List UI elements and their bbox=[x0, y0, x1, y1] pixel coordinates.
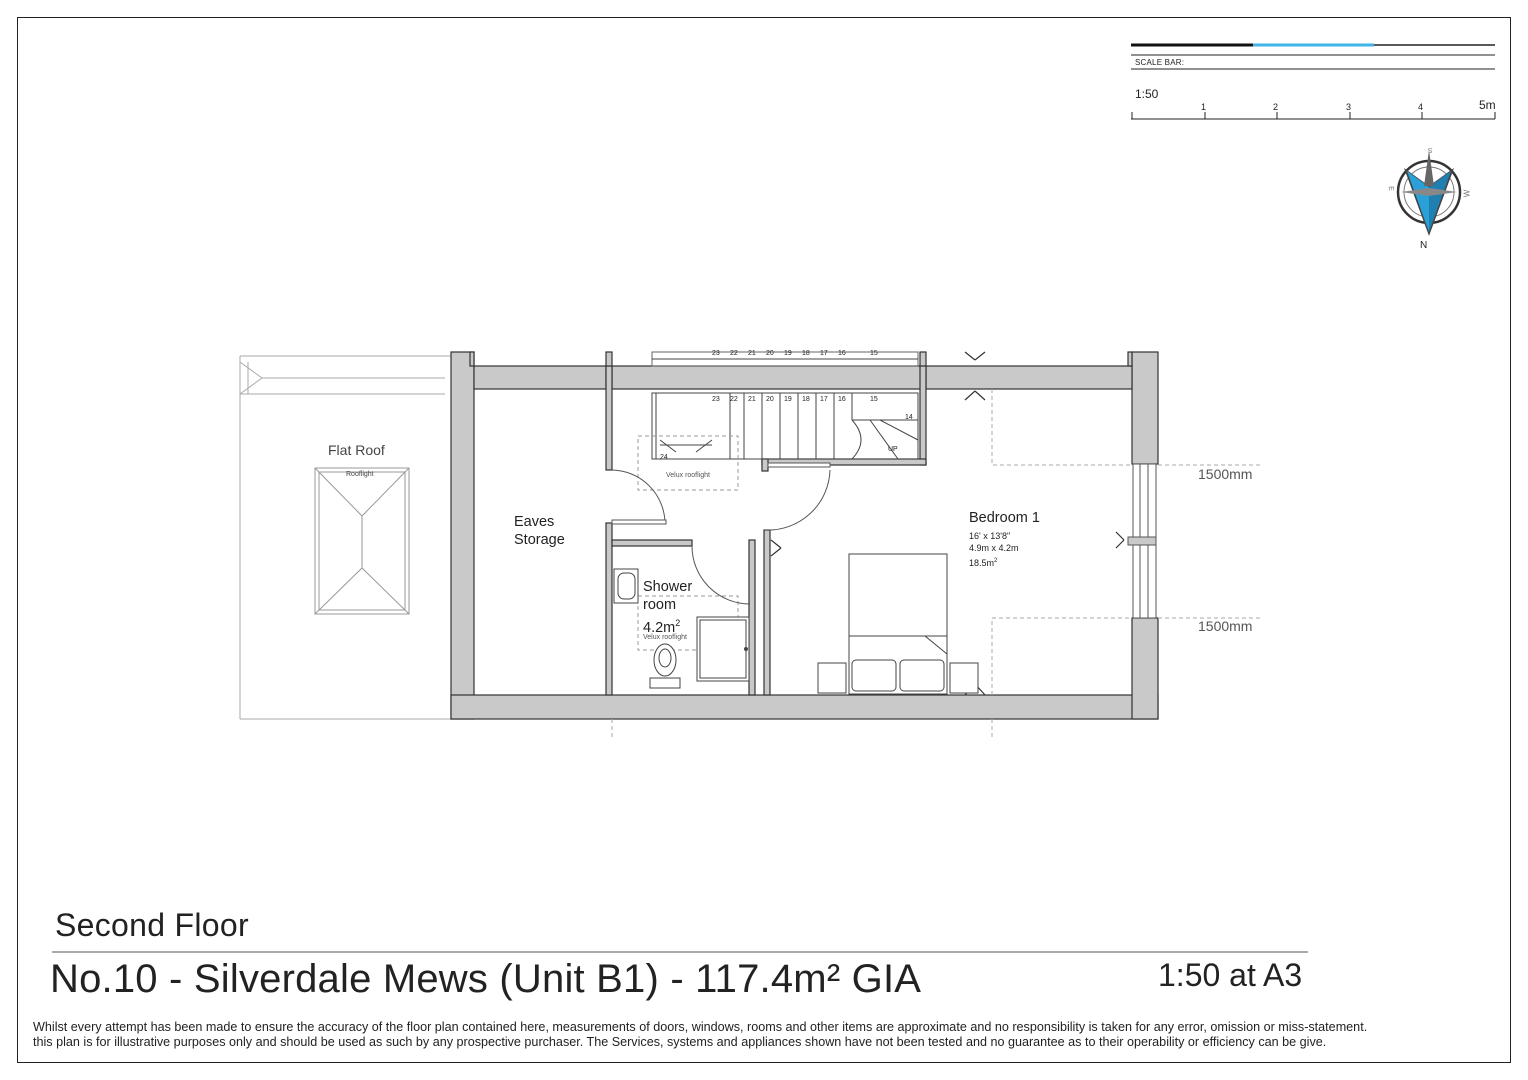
stair-number-upper: 19 bbox=[784, 350, 792, 356]
stair-number-14: 14 bbox=[905, 414, 913, 421]
compass-south-label: S bbox=[1428, 146, 1433, 153]
scale-bar-ticks bbox=[1132, 112, 1495, 119]
plan-scale-note: 1:50 at A3 bbox=[1158, 957, 1303, 993]
scale-tick-1: 1 bbox=[1201, 102, 1207, 112]
stair-up-label: UP bbox=[888, 446, 898, 453]
stair-number-upper: 22 bbox=[730, 350, 738, 356]
disclaimer-line-1: Whilst every attempt has been made to ensure the accuracy of the floor plan contained here, measurements of doors, windows, rooms and other items are approximate and no responsibility is taken for any error, omission or miss-statement. bbox=[33, 1020, 1368, 1034]
compass-west-label: W bbox=[1462, 189, 1472, 198]
scale-bar-heading: SCALE BAR: bbox=[1135, 58, 1185, 67]
bedroom-imperial: 16' x 13'8" bbox=[969, 531, 1011, 541]
stair-number: 23 bbox=[712, 396, 720, 403]
scale-bar-ratio: 1:50 bbox=[1135, 87, 1159, 101]
compass-north-label: N bbox=[1420, 240, 1428, 251]
eaves-storage-line-2: Storage bbox=[514, 532, 565, 548]
stair-number-upper: 18 bbox=[802, 350, 810, 356]
bedroom-window bbox=[1128, 464, 1156, 618]
stair-number-upper: 17 bbox=[820, 350, 828, 356]
washbasin bbox=[614, 569, 638, 603]
stair-number-24: 24 bbox=[660, 454, 668, 461]
scale-tick-5m: 5m bbox=[1479, 98, 1496, 112]
stair-number-upper: 20 bbox=[766, 350, 774, 356]
stair-number-upper: 23 bbox=[712, 350, 720, 356]
bedroom-area-value: 18.5m bbox=[969, 558, 995, 568]
shower-room-name-line-1: Shower bbox=[643, 579, 693, 595]
shower-room-name-line-2: room bbox=[643, 597, 677, 613]
landing-velux-outline bbox=[638, 436, 738, 490]
dimension-bottom: 1500mm bbox=[1198, 618, 1253, 634]
shower-velux-note: Velux rooflight bbox=[643, 634, 687, 641]
bedroom-name: Bedroom 1 bbox=[969, 510, 1040, 526]
disclaimer-line-2: this plan is for illustrative purposes only and should be used as such by any prospective purchaser. The Services, systems and appliances shown have not been tested and no guarantee as to their operability or efficiency can be give. bbox=[33, 1035, 1327, 1049]
floor-name: Second Floor bbox=[55, 907, 249, 943]
flat-roof-outline bbox=[240, 356, 451, 719]
stair-number: 16 bbox=[838, 396, 846, 403]
bedroom-metric: 4.9m x 4.2m bbox=[969, 543, 1019, 553]
stair-number: 22 bbox=[730, 396, 738, 403]
plan-title: No.10 - Silverdale Mews (Unit B1) - 117.4m² GIA bbox=[50, 957, 922, 1001]
stair-number: 21 bbox=[748, 396, 756, 403]
compass-icon bbox=[1398, 150, 1460, 236]
eaves-storage-label bbox=[514, 513, 565, 549]
shower-room-area-value: 4.2m bbox=[643, 619, 676, 636]
stair-number-upper: 15 bbox=[870, 350, 878, 356]
bedroom-area-sup: 2 bbox=[994, 558, 998, 564]
landing-velux-note: Velux rooflight bbox=[666, 472, 710, 479]
bed bbox=[818, 554, 978, 694]
bedroom-area bbox=[969, 556, 997, 569]
shower-room-label bbox=[643, 578, 692, 637]
stair-number: 19 bbox=[784, 396, 792, 403]
stair-number: 15 bbox=[870, 396, 878, 403]
scale-tick-4: 4 bbox=[1418, 102, 1424, 112]
stair-number: 18 bbox=[802, 396, 810, 403]
shower-tray bbox=[697, 617, 749, 681]
scale-tick-2: 2 bbox=[1273, 102, 1279, 112]
shower-room-area-sup: 2 bbox=[675, 618, 681, 628]
toilet bbox=[650, 644, 680, 688]
rooflight-label: Rooflight bbox=[346, 471, 374, 478]
scale-bar bbox=[1131, 45, 1495, 119]
compass-east-label: E bbox=[1386, 186, 1394, 191]
stair-number: 17 bbox=[820, 396, 828, 403]
eaves-storage-line-1: Eaves bbox=[514, 514, 555, 530]
stair-number-upper: 21 bbox=[748, 350, 756, 356]
dimension-top: 1500mm bbox=[1198, 466, 1253, 482]
scale-tick-3: 3 bbox=[1346, 102, 1352, 112]
stair-number: 20 bbox=[766, 396, 774, 403]
rooflight-outline bbox=[315, 468, 409, 614]
stair-number-upper: 16 bbox=[838, 350, 846, 356]
flat-roof-label: Flat Roof bbox=[328, 442, 385, 458]
